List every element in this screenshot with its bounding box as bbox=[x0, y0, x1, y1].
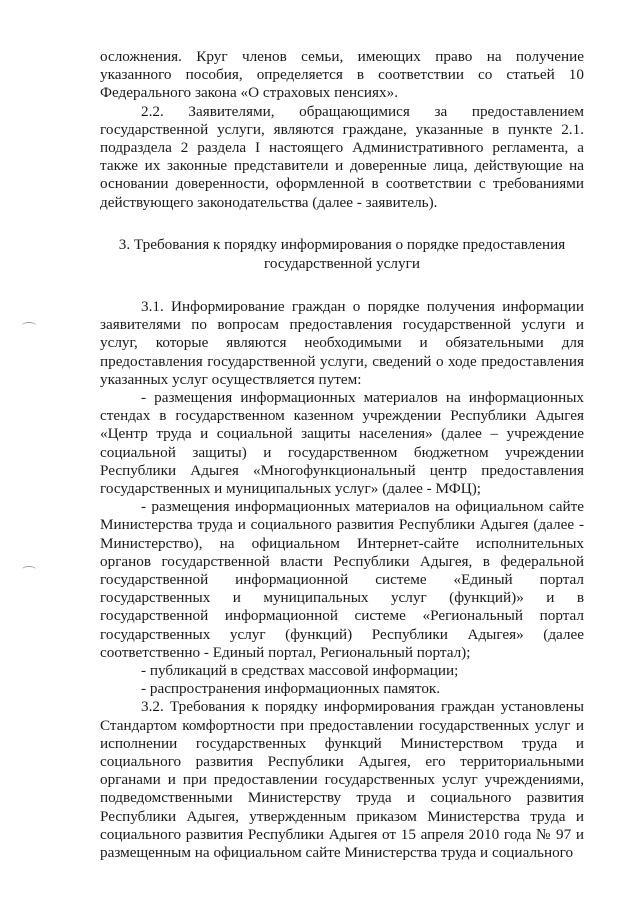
bullet-item-websites: - размещения информационных материалов на официальном сайте Министерства труда и социального развития Республики Адыгея (далее - Министерство), на официальном Интернет-сайте исполнительных органов государственной власти Республики Адыгея, в федеральной государственной информационной системе «Единый портал государственных и муниципальных услуг (функций)» и в государственной информационной системе «Региональный портал государственных услуг (функций) Республики Адыгея» (далее соответственно - Единый портал, Региональный портал); bbox=[100, 498, 584, 661]
section-heading: 3. Требования к порядку информирования о порядке предоставления государственной услуги bbox=[118, 236, 566, 272]
paragraph-3-2: 3.2. Требования к порядку информирования граждан установлены Стандартом комфортности при предоставлении государственных услуг и исполнении государственных функций Министерством труда и социального развития Республики Адыгея, его территориальными органами и при предоставлении государственных услуг учреждениями, подведомственными Министерству труда и социального развития Республики Адыгея, утвержденным приказом Министерства труда и социального развития Республики Адыгея от 15 апреля 2010 года № 97 и размещенным на официальном сайте Министерства труда и социального bbox=[100, 698, 584, 862]
binder-hole-mark-top bbox=[22, 322, 36, 329]
bullet-item-media: - публикаций в средствах массовой информации; bbox=[141, 662, 459, 680]
bullet-item-leaflets: - распространения информационных памяток. bbox=[141, 680, 441, 698]
bullet-item-stands: - размещения информационных материалов на информационных стендах в государственном казенном учреждении Республики Адыгея «Центр труда и социальной защиты населения» (далее – учреждение социальной защиты) и государственном бюджетном учреждении Республики Адыгея «Многофункциональный центр предоставления государственных и муниципальных услуг» (далее - МФЦ); bbox=[100, 389, 584, 498]
binder-hole-mark-bottom bbox=[22, 566, 36, 573]
paragraph-2-2: 2.2. Заявителями, обращающимися за предоставлением государственной услуги, являются граждане, указанные в пункте 2.1. подраздела 2 раздела I настоящего Административного регламента, а также их законные представители и доверенные лица, действующие на основании доверенности, оформленной в соответствии с требованиями действующего законодательства (далее - заявитель). bbox=[100, 102, 584, 211]
paragraph-3-1: 3.1. Информирование граждан о порядке получения информации заявителями по вопросам предоставления государственной услуги и услуг, которые являются необходимыми и обязательными для предоставления государственной услуги, сведений о ходе предоставления указанных услуг осуществляется путем: bbox=[100, 298, 584, 388]
continued-paragraph: осложнения. Круг членов семьи, имеющих право на получение указанного пособия, определяется в соответствии со статьей 10 Федерального закона «О страховых пенсиях». bbox=[100, 48, 584, 102]
main-text-block bbox=[100, 298, 584, 862]
top-text-block bbox=[100, 48, 584, 212]
